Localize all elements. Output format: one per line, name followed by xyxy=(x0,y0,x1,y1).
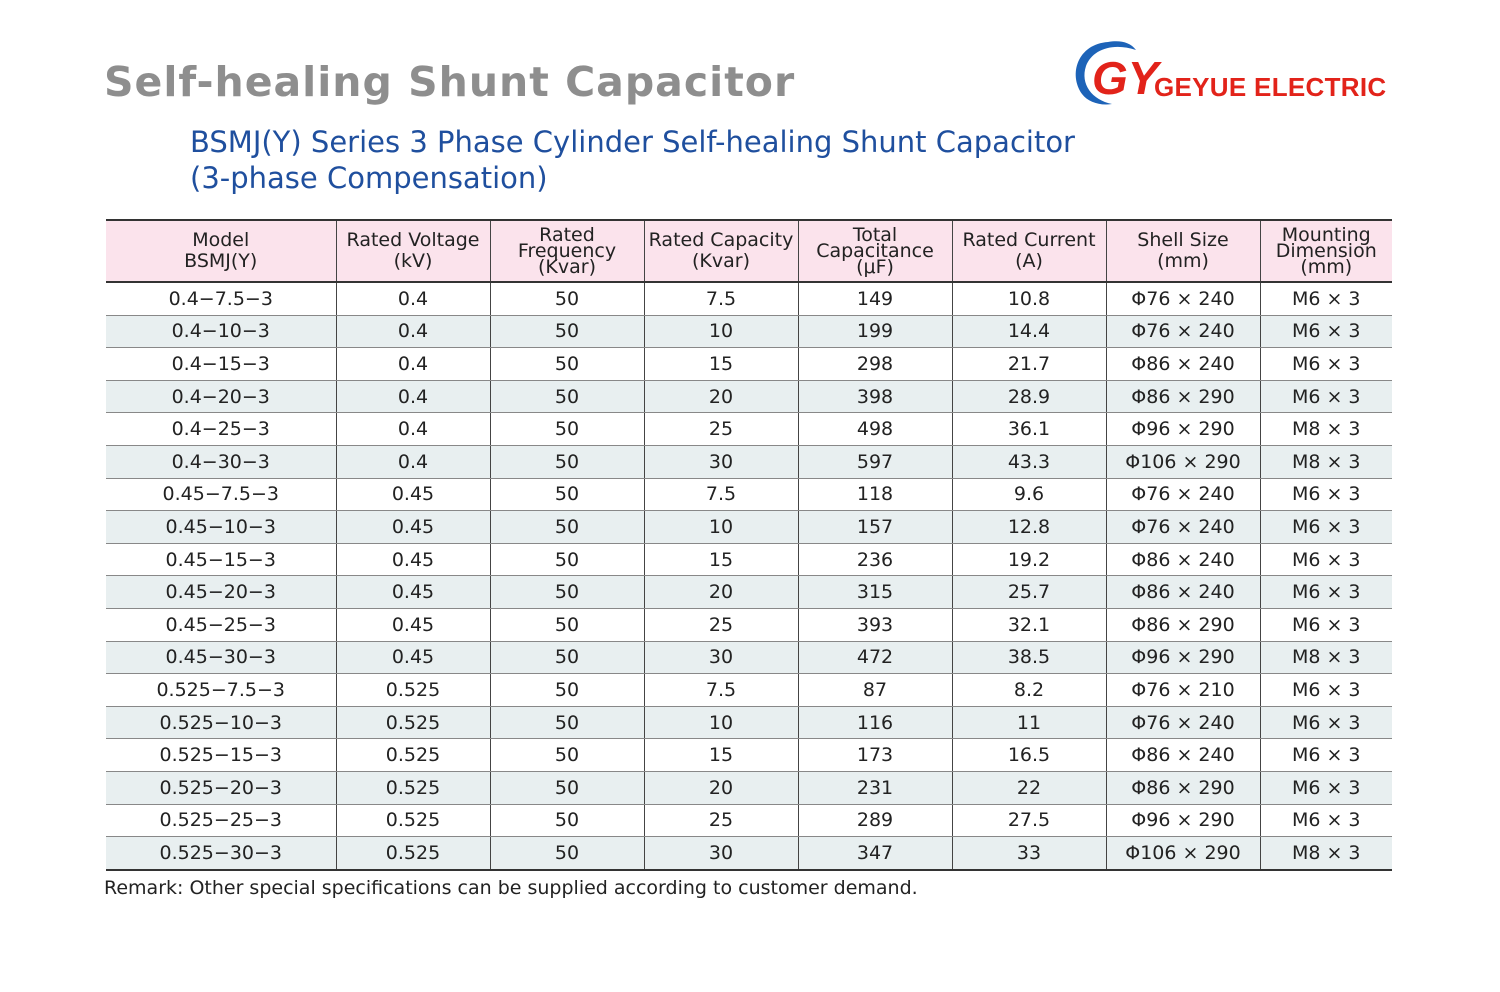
table-cell: 0.4 xyxy=(336,380,490,413)
table-cell: 9.6 xyxy=(952,478,1106,511)
table-cell: 8.2 xyxy=(952,674,1106,707)
table-cell: 298 xyxy=(798,348,952,381)
table-cell: 32.1 xyxy=(952,608,1106,641)
column-header-line: Mounting xyxy=(1281,224,1371,246)
table-row xyxy=(106,380,1392,413)
table-cell: 30 xyxy=(644,837,798,870)
table-cell: M8 × 3 xyxy=(1260,413,1392,446)
table-body xyxy=(106,282,1392,870)
table-cell: 50 xyxy=(490,413,644,446)
table-cell: 289 xyxy=(798,804,952,837)
table-cell: Φ76 × 240 xyxy=(1106,706,1260,739)
column-header-line: (A) xyxy=(1015,250,1043,272)
table-cell: 20 xyxy=(644,771,798,804)
table-cell: 0.525−20−3 xyxy=(106,771,336,804)
table-cell: Φ96 × 290 xyxy=(1106,804,1260,837)
table-row xyxy=(106,804,1392,837)
table-cell: 393 xyxy=(798,608,952,641)
table-cell: Φ76 × 240 xyxy=(1106,511,1260,544)
table-cell: M6 × 3 xyxy=(1260,315,1392,348)
table-row xyxy=(106,706,1392,739)
column-header-line: Capacitance xyxy=(816,240,934,262)
table-cell: 50 xyxy=(490,348,644,381)
table-cell: 20 xyxy=(644,380,798,413)
table-cell: 116 xyxy=(798,706,952,739)
table-cell: M6 × 3 xyxy=(1260,739,1392,772)
column-header-line: (Kvar) xyxy=(692,250,750,272)
table-cell: 597 xyxy=(798,445,952,478)
table-cell: 50 xyxy=(490,511,644,544)
table-cell: 25.7 xyxy=(952,576,1106,609)
table-cell: 11 xyxy=(952,706,1106,739)
table-cell: 50 xyxy=(490,478,644,511)
table-cell: 398 xyxy=(798,380,952,413)
table-cell: Φ76 × 240 xyxy=(1106,315,1260,348)
column-header xyxy=(336,220,490,282)
table-cell: 14.4 xyxy=(952,315,1106,348)
logo-text: GEYUE ELECTRIC xyxy=(1154,72,1387,102)
column-header-line: (Kvar) xyxy=(538,256,596,278)
table-cell: 199 xyxy=(798,315,952,348)
table-cell: 50 xyxy=(490,445,644,478)
table-cell: 50 xyxy=(490,380,644,413)
table-cell: Φ76 × 210 xyxy=(1106,674,1260,707)
table-row xyxy=(106,674,1392,707)
table-cell: 50 xyxy=(490,771,644,804)
table-row xyxy=(106,771,1392,804)
column-header-line: Rated Current xyxy=(962,229,1096,251)
table-cell: 0.45 xyxy=(336,511,490,544)
column-header-line: Frequency xyxy=(517,240,617,262)
table-cell: 0.4 xyxy=(336,282,490,315)
table-cell: M6 × 3 xyxy=(1260,706,1392,739)
table-cell: Φ76 × 240 xyxy=(1106,282,1260,315)
table-cell: M8 × 3 xyxy=(1260,837,1392,870)
table-cell: 173 xyxy=(798,739,952,772)
table-cell: 16.5 xyxy=(952,739,1106,772)
table-cell: 157 xyxy=(798,511,952,544)
table-row xyxy=(106,348,1392,381)
table-cell: 10 xyxy=(644,706,798,739)
table-row xyxy=(106,739,1392,772)
table-row xyxy=(106,576,1392,609)
table-cell: 15 xyxy=(644,739,798,772)
table-cell: 0.4 xyxy=(336,413,490,446)
table-cell: 0.4 xyxy=(336,315,490,348)
table-cell: M6 × 3 xyxy=(1260,348,1392,381)
specification-table xyxy=(106,219,1392,871)
table-cell: 0.45−10−3 xyxy=(106,511,336,544)
table-cell: M8 × 3 xyxy=(1260,445,1392,478)
table-cell: M6 × 3 xyxy=(1260,511,1392,544)
table-cell: Φ86 × 290 xyxy=(1106,608,1260,641)
column-header-line: BSMJ(Y) xyxy=(184,250,258,272)
page-title: Self-healing Shunt Capacitor xyxy=(104,58,796,106)
column-header-line: (μF) xyxy=(856,256,894,278)
table-cell: 7.5 xyxy=(644,282,798,315)
subtitle-line-2: (3-phase Compensation) xyxy=(190,161,548,195)
table-cell: Φ96 × 290 xyxy=(1106,641,1260,674)
table-cell: 7.5 xyxy=(644,478,798,511)
column-header-line: (kV) xyxy=(393,250,433,272)
table-cell: 0.525 xyxy=(336,739,490,772)
table-cell: 0.4−15−3 xyxy=(106,348,336,381)
table-cell: M6 × 3 xyxy=(1260,771,1392,804)
table-row xyxy=(106,608,1392,641)
subtitle xyxy=(190,124,1075,196)
table-row xyxy=(106,315,1392,348)
table-cell: 25 xyxy=(644,413,798,446)
table-cell: M6 × 3 xyxy=(1260,576,1392,609)
column-header xyxy=(1106,220,1260,282)
table-cell: 27.5 xyxy=(952,804,1106,837)
table-cell: 25 xyxy=(644,804,798,837)
table-cell: 0.525−30−3 xyxy=(106,837,336,870)
table-cell: Φ106 × 290 xyxy=(1106,445,1260,478)
table-cell: M8 × 3 xyxy=(1260,641,1392,674)
table-cell: 20 xyxy=(644,576,798,609)
table-cell: 50 xyxy=(490,576,644,609)
table-cell: 50 xyxy=(490,706,644,739)
table-cell: 0.525 xyxy=(336,804,490,837)
table-cell: M6 × 3 xyxy=(1260,543,1392,576)
table-cell: 30 xyxy=(644,641,798,674)
table-cell: Φ86 × 240 xyxy=(1106,348,1260,381)
table-cell: 0.4−20−3 xyxy=(106,380,336,413)
table-cell: 0.525−15−3 xyxy=(106,739,336,772)
table-cell: 0.525 xyxy=(336,837,490,870)
table-cell: M6 × 3 xyxy=(1260,608,1392,641)
table-cell: 0.45−30−3 xyxy=(106,641,336,674)
table-cell: 472 xyxy=(798,641,952,674)
table-cell: 0.4−10−3 xyxy=(106,315,336,348)
table-cell: 0.525−7.5−3 xyxy=(106,674,336,707)
table-cell: 0.4−30−3 xyxy=(106,445,336,478)
table-cell: 0.4 xyxy=(336,445,490,478)
table-row xyxy=(106,445,1392,478)
table-row xyxy=(106,641,1392,674)
table-cell: 50 xyxy=(490,674,644,707)
table-cell: 50 xyxy=(490,543,644,576)
table-cell: 0.45−20−3 xyxy=(106,576,336,609)
table-cell: 87 xyxy=(798,674,952,707)
table-cell: 25 xyxy=(644,608,798,641)
table-cell: 315 xyxy=(798,576,952,609)
table-cell: 0.45 xyxy=(336,641,490,674)
table-cell: 0.4−7.5−3 xyxy=(106,282,336,315)
table-cell: 50 xyxy=(490,739,644,772)
column-header-line: Total xyxy=(852,224,898,246)
table-cell: 149 xyxy=(798,282,952,315)
table-cell: Φ86 × 290 xyxy=(1106,380,1260,413)
remark-text: Remark: Other special specifications can be supplied according to customer demand. xyxy=(104,877,918,899)
table-cell: 15 xyxy=(644,543,798,576)
column-header-line: Rated xyxy=(539,224,595,246)
logo-mark: GY xyxy=(1092,52,1159,104)
table-cell: 0.525−10−3 xyxy=(106,706,336,739)
column-header xyxy=(490,220,644,282)
column-header-line: Rated Voltage xyxy=(346,229,480,251)
table-cell: 0.45−7.5−3 xyxy=(106,478,336,511)
table-cell: 0.45 xyxy=(336,608,490,641)
table-cell: 36.1 xyxy=(952,413,1106,446)
column-header-line: Model xyxy=(192,229,250,251)
table-cell: 33 xyxy=(952,837,1106,870)
column-header-line: Shell Size xyxy=(1137,229,1229,251)
table-cell: 50 xyxy=(490,315,644,348)
table-cell: 0.45 xyxy=(336,543,490,576)
table-cell: M6 × 3 xyxy=(1260,804,1392,837)
table-cell: 50 xyxy=(490,608,644,641)
table-cell: 50 xyxy=(490,804,644,837)
table-cell: 12.8 xyxy=(952,511,1106,544)
table-cell: 19.2 xyxy=(952,543,1106,576)
table-cell: 10 xyxy=(644,315,798,348)
table-cell: Φ86 × 240 xyxy=(1106,543,1260,576)
table-cell: 347 xyxy=(798,837,952,870)
table-cell: 43.3 xyxy=(952,445,1106,478)
table-row xyxy=(106,511,1392,544)
column-header xyxy=(106,220,336,282)
column-header-line: Rated Capacity xyxy=(648,229,794,251)
table-cell: Φ96 × 290 xyxy=(1106,413,1260,446)
table-cell: 236 xyxy=(798,543,952,576)
table-cell: 7.5 xyxy=(644,674,798,707)
table-cell: 50 xyxy=(490,641,644,674)
table-cell: 0.45−15−3 xyxy=(106,543,336,576)
table-cell: 0.45−25−3 xyxy=(106,608,336,641)
column-header xyxy=(798,220,952,282)
table-cell: 22 xyxy=(952,771,1106,804)
table-cell: Φ86 × 240 xyxy=(1106,576,1260,609)
subtitle-line-1: BSMJ(Y) Series 3 Phase Cylinder Self-healing Shunt Capacitor xyxy=(190,125,1075,159)
table-cell: 498 xyxy=(798,413,952,446)
table-cell: 50 xyxy=(490,282,644,315)
table-header xyxy=(106,220,1392,282)
table-cell: 0.525 xyxy=(336,771,490,804)
table-cell: 0.525 xyxy=(336,706,490,739)
table-row xyxy=(106,413,1392,446)
table-cell: 0.4−25−3 xyxy=(106,413,336,446)
table-row xyxy=(106,837,1392,870)
table-row xyxy=(106,282,1392,315)
table-cell: 118 xyxy=(798,478,952,511)
table-cell: 0.45 xyxy=(336,478,490,511)
table-cell: 0.525−25−3 xyxy=(106,804,336,837)
table-row xyxy=(106,478,1392,511)
table-cell: 0.4 xyxy=(336,348,490,381)
table-cell: M6 × 3 xyxy=(1260,478,1392,511)
table-cell: M6 × 3 xyxy=(1260,282,1392,315)
table-cell: Φ106 × 290 xyxy=(1106,837,1260,870)
table-cell: 0.45 xyxy=(336,576,490,609)
table-cell: 38.5 xyxy=(952,641,1106,674)
table-cell: Φ76 × 240 xyxy=(1106,478,1260,511)
table-cell: 10 xyxy=(644,511,798,544)
header-row xyxy=(106,220,1392,282)
column-header-line: Dimension xyxy=(1275,240,1377,262)
table-cell: 231 xyxy=(798,771,952,804)
column-header xyxy=(644,220,798,282)
table-row xyxy=(106,543,1392,576)
table-cell: M6 × 3 xyxy=(1260,674,1392,707)
table-cell: 0.525 xyxy=(336,674,490,707)
table-cell: 21.7 xyxy=(952,348,1106,381)
table-cell: Φ86 × 240 xyxy=(1106,739,1260,772)
column-header xyxy=(1260,220,1392,282)
table-cell: 15 xyxy=(644,348,798,381)
table-cell: Φ86 × 290 xyxy=(1106,771,1260,804)
table-cell: 50 xyxy=(490,837,644,870)
table-cell: M6 × 3 xyxy=(1260,380,1392,413)
table-cell: 10.8 xyxy=(952,282,1106,315)
column-header-line: (mm) xyxy=(1300,256,1353,278)
table-cell: 28.9 xyxy=(952,380,1106,413)
column-header xyxy=(952,220,1106,282)
column-header-line: (mm) xyxy=(1157,250,1209,272)
table-cell: 30 xyxy=(644,445,798,478)
